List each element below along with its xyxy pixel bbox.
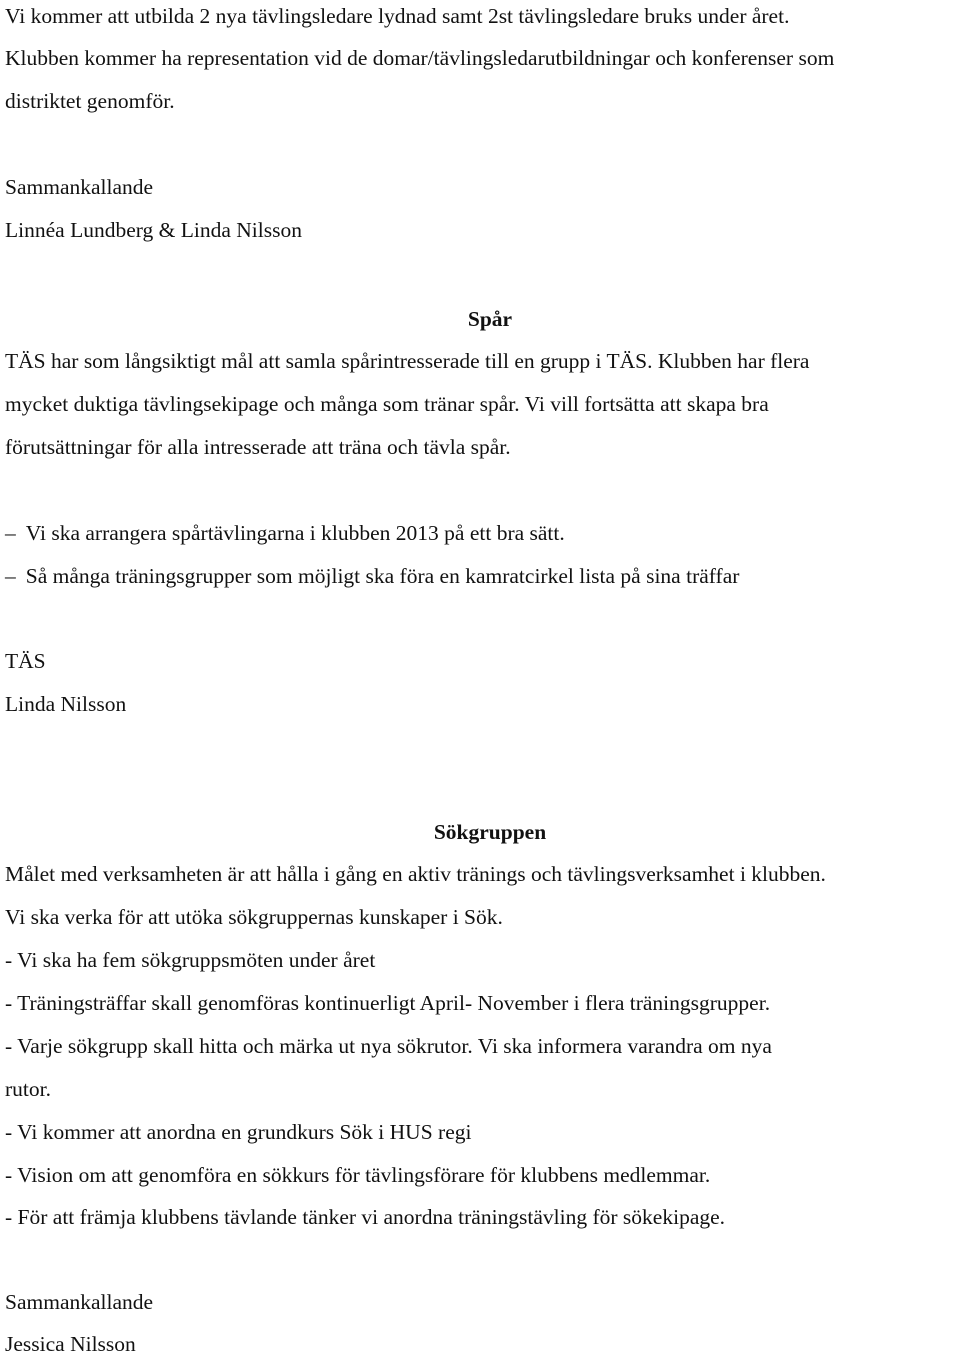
intro-convener-names: Linnéa Lundberg & Linda Nilsson — [5, 218, 302, 242]
intro-convener-label: Sammankallande — [5, 175, 154, 199]
intro-line-1: Vi kommer att utbilda 2 nya tävlingsledare lydnad samt 2st tävlingsledare bruks under året. — [5, 4, 790, 28]
sokgruppen-line-2: Vi ska verka för att utöka sökgruppernas kunskaper i Sök. — [5, 905, 503, 929]
intro-line-3: distriktet genomför. — [5, 89, 175, 113]
spar-heading: Spår — [467, 307, 513, 331]
spar-contact: Linda Nilsson — [5, 692, 127, 716]
sokgruppen-convener-label: Sammankallande — [5, 1290, 154, 1314]
spar-paragraph-line-2: mycket duktiga tävlingsekipage och många som tränar spår. Vi vill fortsätta att skapa bra — [5, 392, 769, 416]
intro-line-2: Klubben kommer ha representation vid de domar/tävlingsledarutbildningar och konferenser som — [5, 46, 835, 70]
sokgruppen-line-1: Målet med verksamheten är att hålla i gång en aktiv tränings och tävlingsverksamhet i klubben. — [5, 862, 826, 886]
sokgruppen-heading: Sökgruppen — [433, 820, 547, 844]
sokgruppen-line-6: rutor. — [5, 1077, 51, 1101]
bullet-dash: – — [5, 521, 16, 545]
spar-bullet-1-text: Vi ska arrangera spårtävlingarna i klubben 2013 på ett bra sätt. — [25, 521, 565, 545]
bullet-dash: – — [5, 564, 16, 588]
spar-paragraph-line-1: TÄS har som långsiktigt mål att samla spårintresserade till en grupp i TÄS. Klubben har flera — [5, 349, 810, 373]
sokgruppen-convener-name: Jessica Nilsson — [5, 1332, 136, 1356]
spar-org: TÄS — [5, 649, 46, 673]
spar-bullet-2 — [5, 566, 739, 588]
sokgruppen-line-9: - För att främja klubbens tävlande tänker vi anordna träningstävling för sökekipage. — [5, 1205, 726, 1229]
sokgruppen-line-5: - Varje sökgrupp skall hitta och märka ut nya sökrutor. Vi ska informera varandra om nya — [5, 1034, 772, 1058]
sokgruppen-line-4: - Träningsträffar skall genomföras kontinuerligt April- November i flera träningsgrupper. — [5, 991, 771, 1015]
spar-bullet-2-text: Så många träningsgrupper som möjligt ska föra en kamratcirkel lista på sina träffar — [25, 564, 740, 588]
sokgruppen-line-7: - Vi kommer att anordna en grundkurs Sök i HUS regi — [5, 1120, 472, 1144]
spar-bullet-1 — [5, 523, 565, 545]
spar-paragraph-line-3: förutsättningar för alla intresserade att träna och tävla spår. — [5, 435, 511, 459]
sokgruppen-line-3: - Vi ska ha fem sökgruppsmöten under året — [5, 948, 376, 972]
sokgruppen-line-8: - Vision om att genomföra en sökkurs för tävlingsförare för klubbens medlemmar. — [5, 1163, 711, 1187]
